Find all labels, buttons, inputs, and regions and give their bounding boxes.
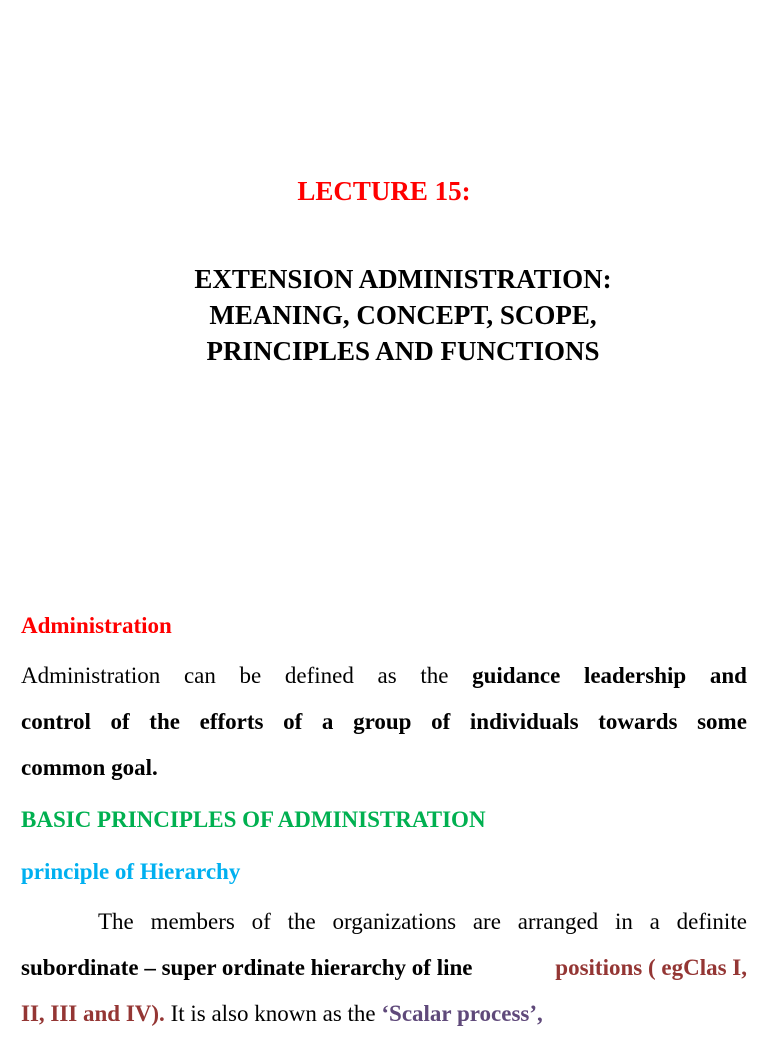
classes-text: II, III and IV).: [21, 1001, 165, 1026]
word: towards: [598, 709, 678, 734]
word: the: [287, 909, 316, 934]
hierarchy-line-2: [21, 945, 747, 991]
hierarchy-paragraph: [21, 899, 747, 1037]
word: of: [251, 909, 271, 934]
word: guidance: [472, 663, 561, 688]
positions-text: positions ( egClas I,: [555, 955, 747, 980]
word: defined: [284, 663, 354, 688]
word: as: [377, 663, 397, 688]
word: some: [697, 709, 747, 734]
word: the: [420, 663, 449, 688]
word: of: [283, 709, 303, 734]
main-title-line-1: EXTENSION ADMINISTRATION:: [194, 264, 612, 294]
known-as-text: It is also known as the: [170, 1001, 376, 1026]
word: individuals: [469, 709, 579, 734]
word: can: [183, 663, 216, 688]
principles-heading: BASIC PRINCIPLES OF ADMINISTRATION: [21, 807, 486, 832]
word: efforts: [199, 709, 264, 734]
administration-line-2: [21, 699, 747, 745]
administration-line-3: [21, 745, 747, 791]
word: a: [321, 709, 334, 734]
word: Administration: [21, 663, 161, 688]
word: arranged: [517, 909, 599, 934]
word: definite: [676, 909, 747, 934]
word: be: [239, 663, 262, 688]
main-title-line-3: PRINCIPLES AND FUNCTIONS: [206, 336, 600, 366]
word: and: [709, 663, 747, 688]
hierarchy-bold-text: subordinate – super ordinate hierarchy of line: [21, 955, 473, 980]
word: a: [649, 909, 660, 934]
hierarchy-heading: principle of Hierarchy: [21, 859, 241, 884]
administration-paragraph: [21, 653, 747, 791]
word: are: [472, 909, 501, 934]
word: control: [21, 709, 91, 734]
word: in: [614, 909, 633, 934]
word: of: [431, 709, 451, 734]
main-title: [0, 261, 768, 369]
hierarchy-line-1: [21, 899, 747, 945]
hierarchy-line-3: [21, 991, 747, 1037]
word: The: [98, 909, 134, 934]
word: the: [149, 709, 180, 734]
word: of: [110, 709, 130, 734]
word: common goal.: [21, 755, 158, 780]
word: group: [353, 709, 412, 734]
word: organizations: [332, 909, 457, 934]
word: members: [150, 909, 235, 934]
administration-heading: Administration: [21, 613, 172, 638]
scalar-process-text: ‘Scalar process’,: [381, 1001, 543, 1026]
administration-line-1: [21, 653, 747, 699]
word: leadership: [583, 663, 687, 688]
main-title-line-2: MEANING, CONCEPT, SCOPE,: [209, 300, 597, 330]
lecture-title: LECTURE 15:: [297, 176, 471, 206]
